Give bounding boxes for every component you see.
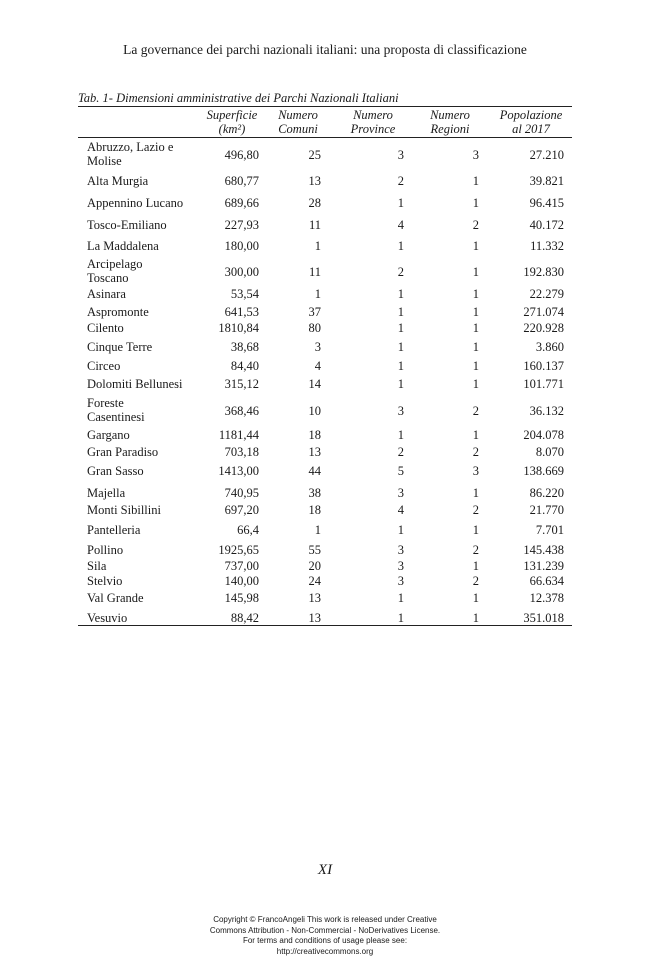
running-head: La governance dei parchi nazionali italiani: una proposta di classificazione bbox=[123, 42, 527, 57]
page-number: XI bbox=[317, 862, 333, 878]
park-name bbox=[87, 559, 199, 573]
park-name bbox=[87, 140, 199, 168]
cell-superficie: 697,20 bbox=[224, 503, 259, 517]
cell-province: 3 bbox=[397, 486, 404, 500]
park-name bbox=[87, 257, 199, 285]
park-name-line: Monti Sibillini bbox=[87, 503, 161, 517]
column-header-line: (km²) bbox=[218, 122, 246, 136]
cell-superficie: 737,00 bbox=[224, 559, 259, 573]
cell-superficie: 1925,65 bbox=[218, 543, 259, 557]
cell-regioni: 1 bbox=[472, 239, 479, 253]
cell-popolazione: 86.220 bbox=[529, 486, 564, 500]
cell-popolazione: 160.137 bbox=[523, 359, 564, 373]
park-name bbox=[87, 218, 199, 232]
cell-province: 1 bbox=[397, 340, 404, 354]
cell-comuni: 13 bbox=[308, 591, 321, 605]
cell-province: 1 bbox=[397, 239, 404, 253]
park-name bbox=[87, 196, 199, 210]
column-header-line: Regioni bbox=[430, 122, 470, 136]
cell-popolazione: 8.070 bbox=[535, 445, 564, 459]
cell-regioni: 1 bbox=[472, 486, 479, 500]
cell-superficie: 1810,84 bbox=[218, 321, 259, 335]
cell-comuni: 44 bbox=[308, 464, 321, 478]
cell-popolazione: 22.279 bbox=[529, 287, 564, 301]
cell-regioni: 2 bbox=[472, 218, 479, 232]
cell-regioni: 1 bbox=[472, 340, 479, 354]
cell-comuni: 13 bbox=[308, 611, 321, 625]
cell-province: 3 bbox=[397, 404, 404, 418]
park-name-line: Tosco-Emiliano bbox=[87, 218, 167, 232]
cell-province: 1 bbox=[397, 523, 404, 537]
table-caption: Tab. 1- Dimensioni amministrative dei Parchi Nazionali Italiani bbox=[78, 91, 399, 105]
cell-popolazione: 192.830 bbox=[523, 265, 564, 279]
cell-comuni: 13 bbox=[308, 174, 321, 188]
cell-regioni: 2 bbox=[472, 543, 479, 557]
park-name-line: Molise bbox=[87, 154, 122, 168]
cell-superficie: 38,68 bbox=[230, 340, 259, 354]
park-name-line: Casentinesi bbox=[87, 410, 145, 424]
park-name bbox=[87, 239, 199, 253]
cell-superficie: 740,95 bbox=[224, 486, 259, 500]
park-name-line: Foreste bbox=[87, 396, 124, 410]
cell-superficie: 1181,44 bbox=[218, 428, 259, 442]
cell-province: 3 bbox=[397, 543, 404, 557]
park-name bbox=[87, 464, 199, 478]
cell-comuni: 13 bbox=[308, 445, 321, 459]
park-name-line: Circeo bbox=[87, 359, 121, 373]
park-name-line: Cinque Terre bbox=[87, 340, 153, 354]
park-name-line: Majella bbox=[87, 486, 126, 500]
cell-comuni: 37 bbox=[308, 305, 321, 319]
cell-popolazione: 7.701 bbox=[535, 523, 564, 537]
cell-popolazione: 12.378 bbox=[529, 591, 564, 605]
cell-comuni: 11 bbox=[308, 218, 321, 232]
park-name bbox=[87, 428, 199, 442]
cell-popolazione: 21.770 bbox=[529, 503, 564, 517]
cell-superficie: 315,12 bbox=[224, 377, 259, 391]
cell-popolazione: 101.771 bbox=[523, 377, 564, 391]
park-name-line: Aspromonte bbox=[87, 305, 149, 319]
cell-regioni: 2 bbox=[472, 574, 479, 588]
cell-province: 1 bbox=[397, 611, 404, 625]
cell-superficie: 300,00 bbox=[224, 265, 259, 279]
cell-regioni: 1 bbox=[472, 611, 479, 625]
cell-superficie: 145,98 bbox=[224, 591, 259, 605]
park-name bbox=[87, 377, 199, 391]
cell-comuni: 18 bbox=[308, 428, 321, 442]
park-name-line: Dolomiti Bellunesi bbox=[87, 377, 183, 391]
cell-regioni: 1 bbox=[472, 559, 479, 573]
cell-province: 5 bbox=[397, 464, 404, 478]
park-name bbox=[87, 543, 199, 557]
cell-province: 3 bbox=[397, 148, 404, 162]
license-line: For terms and conditions of usage please see: bbox=[242, 936, 408, 945]
cell-province: 1 bbox=[397, 359, 404, 373]
park-name bbox=[87, 359, 199, 373]
cell-province: 2 bbox=[397, 445, 404, 459]
cell-comuni: 18 bbox=[308, 503, 321, 517]
cell-regioni: 1 bbox=[472, 287, 479, 301]
column-header-line: Comuni bbox=[278, 122, 318, 136]
cell-regioni: 1 bbox=[472, 265, 479, 279]
cell-popolazione: 220.928 bbox=[523, 321, 564, 335]
cell-regioni: 1 bbox=[472, 428, 479, 442]
cell-regioni: 1 bbox=[472, 523, 479, 537]
cell-popolazione: 351.018 bbox=[523, 611, 564, 625]
cell-superficie: 496,80 bbox=[224, 148, 259, 162]
cell-regioni: 1 bbox=[472, 591, 479, 605]
cell-popolazione: 66.634 bbox=[529, 574, 564, 588]
column-header-superficie bbox=[200, 108, 264, 136]
cell-popolazione: 271.074 bbox=[523, 305, 564, 319]
park-name-line: Gran Sasso bbox=[87, 464, 144, 478]
table-top-rule bbox=[78, 106, 572, 107]
park-name bbox=[87, 287, 199, 301]
cell-comuni: 1 bbox=[314, 239, 321, 253]
park-name-line: Asinara bbox=[87, 287, 126, 301]
park-name-line: Cilento bbox=[87, 321, 124, 335]
column-header-comuni bbox=[270, 108, 326, 136]
cell-regioni: 2 bbox=[472, 404, 479, 418]
park-name-line: Toscano bbox=[87, 271, 129, 285]
cell-regioni: 3 bbox=[472, 148, 479, 162]
park-name bbox=[87, 321, 199, 335]
cell-comuni: 55 bbox=[308, 543, 321, 557]
cell-province: 1 bbox=[397, 321, 404, 335]
cell-comuni: 11 bbox=[308, 265, 321, 279]
park-name-line: Gargano bbox=[87, 428, 130, 442]
cell-regioni: 1 bbox=[472, 305, 479, 319]
cell-superficie: 140,00 bbox=[224, 574, 259, 588]
cell-superficie: 689,66 bbox=[224, 196, 259, 210]
cell-superficie: 88,42 bbox=[230, 611, 259, 625]
cell-province: 1 bbox=[397, 196, 404, 210]
column-header-line: Numero bbox=[353, 108, 393, 122]
cell-province: 4 bbox=[397, 503, 404, 517]
park-name-line: Pollino bbox=[87, 543, 124, 557]
column-header-line: Province bbox=[350, 122, 396, 136]
column-header-popolazione bbox=[494, 108, 568, 136]
park-name-line: La Maddalena bbox=[87, 239, 159, 253]
park-name-line: Gran Paradiso bbox=[87, 445, 159, 459]
cell-popolazione: 96.415 bbox=[529, 196, 564, 210]
park-name-line: Sila bbox=[87, 559, 107, 573]
cell-regioni: 1 bbox=[472, 174, 479, 188]
park-name-line: Val Grande bbox=[87, 591, 144, 605]
cell-regioni: 2 bbox=[472, 445, 479, 459]
park-name bbox=[87, 174, 199, 188]
cell-regioni: 3 bbox=[472, 464, 479, 478]
cell-province: 3 bbox=[397, 574, 404, 588]
cell-comuni: 24 bbox=[308, 574, 321, 588]
cell-comuni: 25 bbox=[308, 148, 321, 162]
cell-comuni: 4 bbox=[314, 359, 321, 373]
license-line: Commons Attribution - Non-Commercial - NoDerivatives License. bbox=[209, 925, 441, 935]
table-header-rule bbox=[78, 137, 572, 138]
cell-popolazione: 204.078 bbox=[523, 428, 564, 442]
cell-superficie: 84,40 bbox=[230, 359, 259, 373]
cell-regioni: 1 bbox=[472, 321, 479, 335]
column-header-line: Superficie bbox=[206, 108, 258, 122]
cell-popolazione: 27.210 bbox=[529, 148, 564, 162]
park-name bbox=[87, 591, 199, 605]
cell-popolazione: 3.860 bbox=[535, 340, 564, 354]
park-name-line: Pantelleria bbox=[87, 523, 141, 537]
park-name-line: Appennino Lucano bbox=[87, 196, 184, 210]
cell-popolazione: 11.332 bbox=[530, 239, 564, 253]
cell-superficie: 1413,00 bbox=[218, 464, 259, 478]
license-line: http://creativecommons.org bbox=[276, 946, 374, 956]
cell-superficie: 227,93 bbox=[224, 218, 259, 232]
park-name bbox=[87, 305, 199, 319]
cell-superficie: 180,00 bbox=[224, 239, 259, 253]
cell-comuni: 28 bbox=[308, 196, 321, 210]
license-notice bbox=[0, 915, 650, 957]
cell-superficie: 66,4 bbox=[237, 523, 259, 537]
cell-province: 4 bbox=[397, 218, 404, 232]
cell-comuni: 1 bbox=[314, 523, 321, 537]
park-name bbox=[87, 574, 199, 588]
park-name bbox=[87, 445, 199, 459]
park-name bbox=[87, 396, 199, 424]
park-name-line: Alta Murgia bbox=[87, 174, 149, 188]
cell-regioni: 1 bbox=[472, 359, 479, 373]
column-header-line: Numero bbox=[278, 108, 318, 122]
column-header-line: Numero bbox=[430, 108, 470, 122]
cell-superficie: 641,53 bbox=[224, 305, 259, 319]
cell-superficie: 680,77 bbox=[224, 174, 259, 188]
cell-superficie: 368,46 bbox=[224, 404, 259, 418]
cell-regioni: 1 bbox=[472, 196, 479, 210]
cell-province: 3 bbox=[397, 559, 404, 573]
cell-province: 2 bbox=[397, 174, 404, 188]
cell-comuni: 10 bbox=[308, 404, 321, 418]
license-line: Copyright © FrancoAngeli This work is released under Creative bbox=[213, 915, 437, 924]
cell-province: 1 bbox=[397, 428, 404, 442]
cell-popolazione: 145.438 bbox=[523, 543, 564, 557]
park-name-line: Vesuvio bbox=[87, 611, 128, 625]
cell-regioni: 2 bbox=[472, 503, 479, 517]
cell-comuni: 80 bbox=[308, 321, 321, 335]
cell-popolazione: 40.172 bbox=[529, 218, 564, 232]
cell-province: 2 bbox=[397, 265, 404, 279]
park-name bbox=[87, 523, 199, 537]
cell-superficie: 53,54 bbox=[230, 287, 259, 301]
park-name-line: Stelvio bbox=[87, 574, 123, 588]
cell-province: 1 bbox=[397, 287, 404, 301]
cell-popolazione: 36.132 bbox=[529, 404, 564, 418]
cell-comuni: 38 bbox=[308, 486, 321, 500]
cell-comuni: 3 bbox=[314, 340, 321, 354]
park-name bbox=[87, 611, 199, 625]
cell-regioni: 1 bbox=[472, 377, 479, 391]
park-name bbox=[87, 340, 199, 354]
cell-comuni: 1 bbox=[314, 287, 321, 301]
cell-comuni: 20 bbox=[308, 559, 321, 573]
table-bottom-rule bbox=[78, 625, 572, 626]
column-header-line: al 2017 bbox=[512, 122, 550, 136]
cell-popolazione: 131.239 bbox=[523, 559, 564, 573]
cell-comuni: 14 bbox=[308, 377, 321, 391]
cell-superficie: 703,18 bbox=[224, 445, 259, 459]
cell-province: 1 bbox=[397, 305, 404, 319]
park-name-line: Arcipelago bbox=[87, 257, 143, 271]
park-name bbox=[87, 486, 199, 500]
park-name-line: Abruzzo, Lazio e bbox=[87, 140, 174, 154]
cell-popolazione: 39.821 bbox=[529, 174, 564, 188]
cell-province: 1 bbox=[397, 591, 404, 605]
park-name bbox=[87, 503, 199, 517]
column-header-province bbox=[340, 108, 406, 136]
cell-popolazione: 138.669 bbox=[523, 464, 564, 478]
column-header-regioni bbox=[420, 108, 480, 136]
cell-province: 1 bbox=[397, 377, 404, 391]
column-header-line: Popolazione bbox=[499, 108, 563, 122]
